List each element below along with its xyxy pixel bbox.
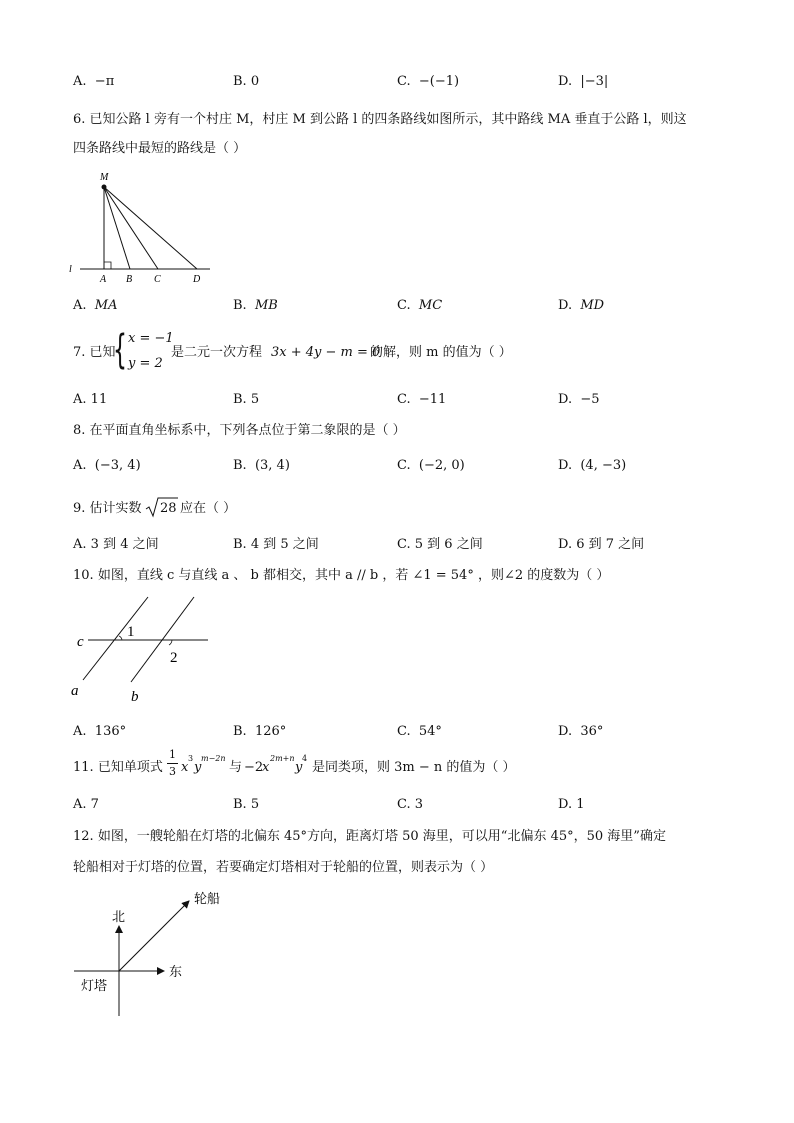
q5-option-b: B. 0	[233, 74, 260, 89]
label-l: l	[69, 264, 72, 275]
q11-mono2-exp1: 2m+n	[270, 754, 295, 763]
label-d: D	[193, 274, 201, 285]
q11-prefix: 11. 已知单项式	[73, 760, 163, 775]
label-east: 东	[169, 964, 183, 979]
label-angle-2: 2	[170, 650, 178, 666]
village-m-point	[102, 185, 107, 190]
q9-option-b: B. 4 到 5 之间	[233, 537, 319, 552]
q5-option-c: C. −(−1)	[397, 74, 460, 89]
route-mb	[104, 187, 130, 269]
q10-figure	[66, 592, 216, 708]
q6-option-c: C. MC	[397, 298, 443, 313]
q9-prefix: 9. 估计实数	[73, 501, 142, 516]
q11-fraction-denominator: 3	[169, 765, 176, 778]
q8-option-d: D. (4, −3)	[558, 458, 627, 473]
q6-option-d: D. MD	[558, 298, 605, 313]
q9-radicand: 28	[160, 501, 177, 516]
q12-figure	[66, 886, 236, 1022]
q7-system-eq1: x = −1	[128, 331, 174, 346]
label-b: B	[126, 274, 133, 285]
q9-option-c: C. 5 到 6 之间	[397, 537, 483, 552]
q7-system-eq2: y = 2	[128, 356, 163, 371]
line-a	[83, 597, 148, 680]
q11-fraction-bar	[167, 763, 178, 764]
q7-suffix: 的解，则 m 的值为（ ）	[370, 345, 512, 360]
q6-line1: 6. 已知公路 l 旁有一个村庄 M，村庄 M 到公路 l 的四条路线如图所示，其中路线 MA 垂直于公路 l，则这	[73, 112, 687, 127]
q12-line1: 12. 如图，一艘轮船在灯塔的北偏东 45°方向，距离灯塔 50 海里，可以用“北偏东 45°，50 海里”确定	[73, 829, 666, 844]
q8-option-b: B. (3, 4)	[233, 458, 290, 473]
q6-option-a: A. MA	[73, 298, 118, 313]
label-c: c	[77, 634, 84, 650]
q11-mono2-x: x	[262, 760, 270, 775]
q12-line2: 轮船相对于灯塔的位置，若要确定灯塔相对于轮船的位置，则表示为（ ）	[73, 860, 494, 875]
q10-option-c: C. 54°	[397, 724, 442, 739]
label-north: 北	[112, 909, 126, 924]
q7-prefix: 7. 已知	[73, 345, 116, 360]
q10-option-d: D. 36°	[558, 724, 604, 739]
q8-option-a: A. (−3, 4)	[73, 458, 141, 473]
right-angle-mark	[104, 262, 111, 269]
label-b: b	[131, 689, 139, 705]
label-a: A	[100, 274, 107, 285]
q9-option-a: A. 3 到 4 之间	[73, 537, 159, 552]
label-ship: 轮船	[194, 891, 221, 906]
q9-suffix: 应在（ ）	[180, 501, 237, 516]
q11-mono2-y: y	[295, 760, 303, 775]
q11-option-a: A. 7	[73, 797, 99, 812]
label-c: C	[154, 274, 161, 285]
angle-1-arc	[119, 636, 122, 640]
q10-option-a: A. 136°	[73, 724, 127, 739]
q6-option-b: B. MB	[233, 298, 278, 313]
q11-suffix: 是同类项，则 3m − n 的值为（ ）	[312, 760, 516, 775]
q5-option-a: A. −π	[73, 74, 115, 89]
q11-mono2-coef: −2	[244, 760, 264, 775]
q5-option-d: D. |−3|	[558, 74, 609, 89]
label-angle-1: 1	[127, 624, 135, 640]
q7-option-c: C. −11	[397, 392, 447, 407]
q11-mono1-x: x	[181, 760, 189, 775]
q7-option-a: A. 11	[73, 392, 108, 407]
q11-option-c: C. 3	[397, 797, 424, 812]
q7-option-d: D. −5	[558, 392, 600, 407]
q7-option-b: B. 5	[233, 392, 260, 407]
q11-mid: 与	[229, 760, 243, 775]
q8-option-c: C. (−2, 0)	[397, 458, 465, 473]
label-a: a	[71, 683, 79, 699]
label-lighthouse: 灯塔	[81, 978, 108, 993]
q11-fraction-numerator: 1	[169, 748, 176, 761]
q11-mono1-exp2: m−2n	[201, 754, 226, 763]
q7-equation: 3x + 4y − m = 0	[271, 345, 381, 360]
q6-line2: 四条路线中最短的路线是（ ）	[73, 141, 247, 156]
q11-mono2-exp2: 4	[302, 754, 308, 763]
q8-text: 8. 在平面直角坐标系中，下列各点位于第二象限的是（ ）	[73, 423, 406, 438]
q6-figure	[66, 168, 216, 286]
angle-2-arc	[169, 640, 172, 645]
q7-system-brace: {	[113, 327, 127, 373]
q11-mono1-y: y	[194, 760, 202, 775]
q11-option-b: B. 5	[233, 797, 260, 812]
ship-direction-arrow	[119, 901, 189, 971]
q10-option-b: B. 126°	[233, 724, 287, 739]
q9-option-d: D. 6 到 7 之间	[558, 537, 645, 552]
q11-mono1-exp1: 3	[188, 754, 194, 763]
route-md	[104, 187, 197, 269]
q10-text: 10. 如图，直线 c 与直线 a 、 b 都相交，其中 a // b ，若 ∠1 = 54° ，则∠2 的度数为（ ）	[73, 568, 610, 583]
q11-option-d: D. 1	[558, 797, 585, 812]
label-m: M	[100, 172, 109, 183]
q7-mid: 是二元一次方程	[171, 345, 263, 360]
